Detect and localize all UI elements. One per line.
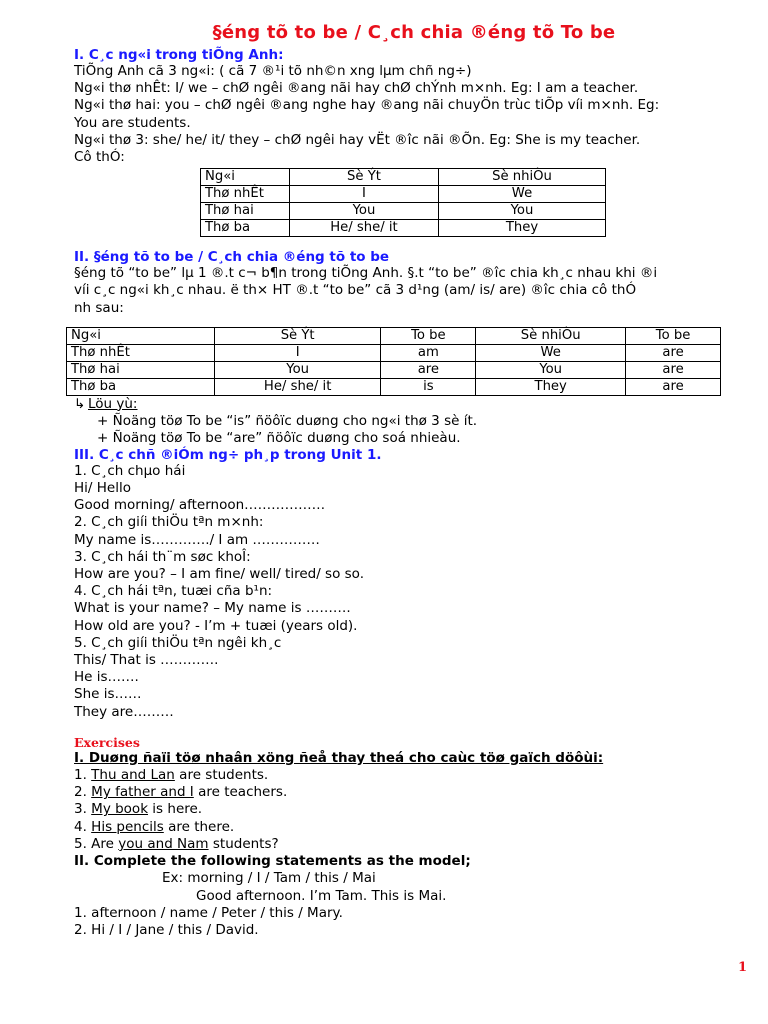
table-cell: We: [476, 344, 626, 361]
exercise-item: [74, 784, 754, 801]
exercise-2-heading: II. Complete the following statements as the model;: [74, 853, 471, 870]
exercise-item-underlined: Thu and Lan: [91, 767, 175, 784]
exercise-item: [74, 801, 754, 818]
pronoun-table: [200, 168, 606, 237]
exercise-1-heading: [74, 750, 754, 767]
section-3-heading: III. C¸c chñ ®iÓm ng÷ ph¸p trong Unit 1.: [74, 446, 382, 463]
exercise-item-rest: are students.: [174, 767, 269, 784]
exercise-item: [74, 836, 754, 853]
section-3-line: Hi/ Hello: [74, 480, 131, 497]
table-row: [201, 203, 606, 220]
exercise-item-underlined: you and Nam: [118, 835, 209, 852]
section-1-line: Ng«i thø 3: she/ he/ it/ they – chØ ngêi hay vËt ®îc nãi ®Õn. Eg: She is my teacher.: [74, 131, 641, 148]
table-cell: are: [626, 378, 721, 395]
exercise-item-underlined: His pencils: [91, 818, 164, 835]
document-page: [71, 22, 754, 939]
table-cell: are: [381, 361, 476, 378]
example-line: Ex: morning / I / Tam / this / Mai: [162, 870, 376, 887]
table-cell: You: [476, 361, 626, 378]
table-cell: Ng«i: [201, 169, 290, 186]
note-line: + Ñoäng töø To be “is” ñöôïc duøng cho ng«i thø 3 sè ít.: [97, 412, 478, 429]
exercise-item-number: 3.: [74, 801, 92, 818]
section-2-heading: II. §éng tõ to be / C¸ch chia ®éng tõ to be: [74, 249, 390, 266]
exercise-item: [74, 819, 754, 836]
table-cell: They: [476, 378, 626, 395]
table-cell: Ng«i: [67, 327, 215, 344]
exercise-item-rest: are teachers.: [193, 784, 288, 801]
exercise-item-rest: are there.: [163, 818, 235, 835]
section-1-line: Cô thÓ:: [74, 149, 125, 166]
table-cell: You: [290, 203, 439, 220]
note-heading: [74, 396, 754, 413]
table-cell: Thø ba: [67, 378, 215, 395]
note-line: + Ñoäng töø To be “are” ñöôïc duøng cho soá nhieàu.: [97, 429, 461, 446]
section-3-line: What is your name? – My name is ……….: [74, 600, 351, 617]
exercises-title: Exercises: [74, 734, 140, 750]
table-cell: He/ she/ it: [290, 220, 439, 237]
note-title: Löu yù:: [88, 395, 138, 412]
table-cell: Thø nhÊt: [67, 344, 215, 361]
table-cell: Thø hai: [201, 203, 290, 220]
table-cell: are: [626, 344, 721, 361]
table-cell: is: [381, 378, 476, 395]
table-cell: You: [214, 361, 381, 378]
to-be-conjugation-table: [66, 327, 721, 396]
section-2-line: §éng tõ “to be” lµ 1 ®.t c¬ b¶n trong tiÕng Anh. §.t “to be” ®îc chia kh¸c nhau khi ®i: [74, 265, 658, 282]
section-3-line: He is…….: [74, 669, 139, 686]
exercise-1-heading-text: I. Duøng ñaïi töø nhaân xöng ñeå thay theá cho caùc töø gaïch döôùi:: [74, 749, 604, 766]
table-cell: Sè Ýt: [290, 169, 439, 186]
section-2-line: víi c¸c ng«i kh¸c nhau. ë th× HT ®.t “to be” cã 3 d¹ng (am/ is/ are) ®îc chia cô thÓ: [74, 282, 637, 299]
table-cell: Sè nhiÒu: [476, 327, 626, 344]
exercise-item-number: 5. Are: [74, 835, 119, 852]
section-3-line: 3. C¸ch hái th¨m søc khoÎ:: [74, 548, 251, 565]
exercise-item-number: 1.: [74, 767, 92, 784]
table-header-row: [67, 327, 721, 344]
arrow-icon: ↳: [74, 395, 86, 412]
table-cell: To be: [626, 327, 721, 344]
exercise-item-number: 2.: [74, 784, 92, 801]
table-row: [67, 378, 721, 395]
table-row: [201, 186, 606, 203]
section-3-line: My name is…………./ I am ……………: [74, 531, 320, 548]
exercise-item-underlined: My book: [91, 801, 149, 818]
table-cell: Sè Ýt: [214, 327, 381, 344]
section-3-line: They are………: [74, 703, 174, 720]
section-3-line: 4. C¸ch hái tªn, tuæi cña b¹n:: [74, 583, 273, 600]
exercise-item: 1. afternoon / name / Peter / this / Mary.: [74, 904, 343, 921]
exercise-item: 2. Hi / I / Jane / this / David.: [74, 921, 259, 938]
page-number: 1: [738, 960, 748, 975]
exercise-item-rest: students?: [208, 835, 279, 852]
section-1-line: TiÕng Anh cã 3 ng«i: ( cã 7 ®¹i tõ nh©n xng lµm chñ ng÷): [74, 63, 472, 79]
section-1-line: You are students.: [74, 114, 191, 131]
table-cell: We: [439, 186, 606, 203]
exercise-item: [74, 767, 754, 784]
table-cell: They: [439, 220, 606, 237]
table-cell: I: [214, 344, 381, 361]
exercise-item-rest: is here.: [148, 801, 203, 818]
table-row: [201, 220, 606, 237]
section-1-line: Ng«i thø hai: you – chØ ngêi ®ang nghe hay ®ang nãi chuyÖn trùc tiÕp víi m×nh. Eg:: [74, 97, 660, 114]
table-cell: Thø nhÊt: [201, 186, 290, 203]
table-cell: You: [439, 203, 606, 220]
section-3-line: 5. C¸ch giíi thiÖu tªn ngêi kh¸c: [74, 634, 282, 651]
table-row: [67, 344, 721, 361]
table-cell: Sè nhiÒu: [439, 169, 606, 186]
section-2-line: nh sau:: [74, 299, 124, 316]
document-title: §éng tõ to be / C¸ch chia ®éng tõ To be: [212, 22, 616, 43]
exercise-item-underlined: My father and I: [91, 784, 194, 801]
table-cell: am: [381, 344, 476, 361]
table-cell: Thø hai: [67, 361, 215, 378]
section-3-line: 2. C¸ch giíi thiÖu tªn m×nh:: [74, 514, 264, 531]
table-row: [67, 361, 721, 378]
section-1-heading: I. C¸c ng«i trong tiÕng Anh:: [74, 47, 284, 63]
section-3-line: How old are you? - I’m + tuæi (years old).: [74, 617, 358, 634]
section-3-line: This/ That is ………….: [74, 652, 219, 669]
table-cell: To be: [381, 327, 476, 344]
section-3-line: How are you? – I am fine/ well/ tired/ so so.: [74, 566, 364, 583]
section-3-line: Good morning/ afternoon………………: [74, 497, 326, 514]
exercise-item-number: 4.: [74, 818, 92, 835]
table-cell: Thø ba: [201, 220, 290, 237]
table-cell: He/ she/ it: [214, 378, 381, 395]
section-3-line: She is……: [74, 686, 142, 703]
table-cell: are: [626, 361, 721, 378]
section-3-line: 1. C¸ch chµo hái: [74, 462, 186, 479]
section-1-line: Ng«i thø nhÊt: I/ we – chØ ngêi ®ang nãi hay chØ chÝnh m×nh. Eg: I am a teacher.: [74, 80, 639, 97]
example-answer-line: Good afternoon. I’m Tam. This is Mai.: [196, 887, 447, 904]
table-cell: I: [290, 186, 439, 203]
table-header-row: [201, 169, 606, 186]
